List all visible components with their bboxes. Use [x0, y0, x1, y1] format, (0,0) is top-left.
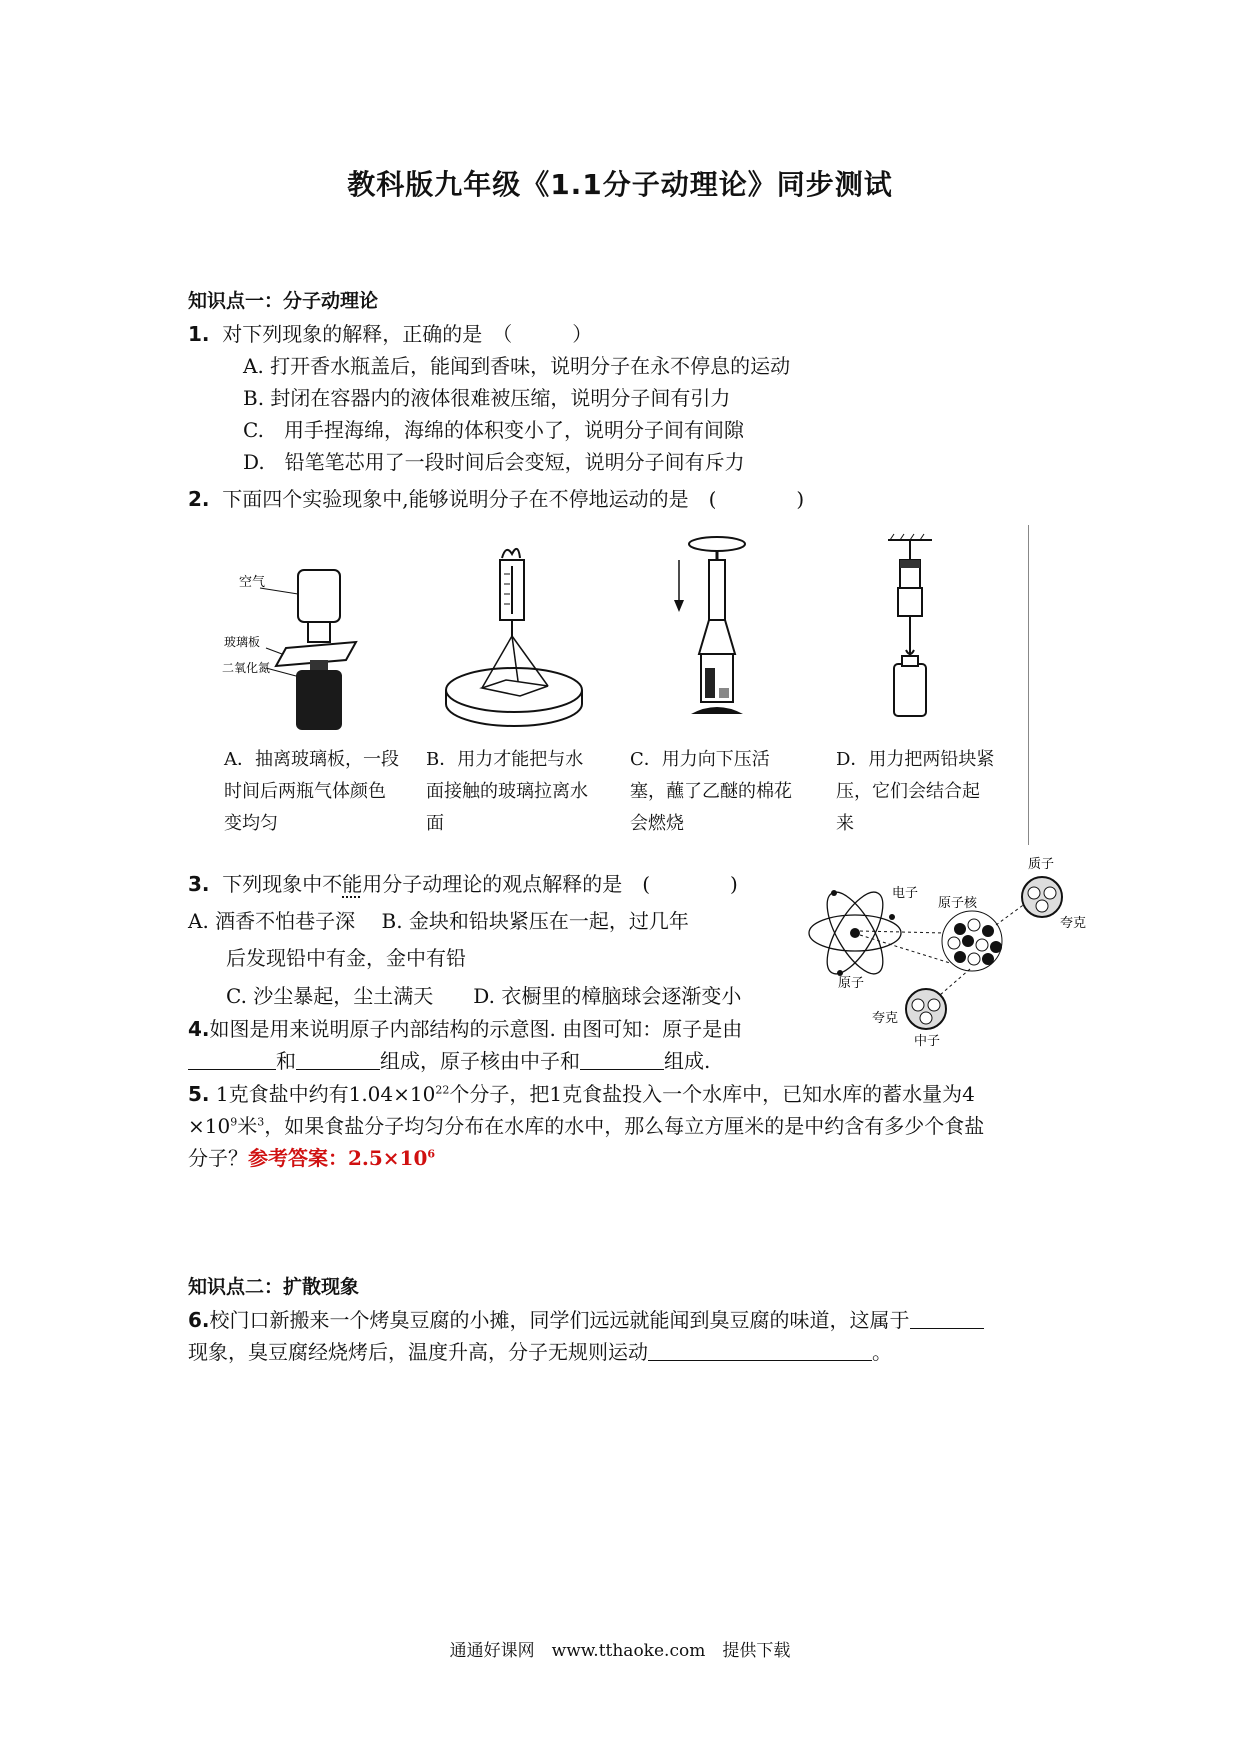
question-4 — [188, 1013, 742, 1042]
page-title: 教科版九年级《1.1分子动理论》同步测试 — [347, 168, 893, 201]
answer-blank[interactable] — [188, 1051, 276, 1070]
question-1 — [188, 318, 592, 347]
exponent: 22 — [435, 1083, 450, 1097]
figure-border — [1028, 525, 1029, 845]
q4-text-end: 组成. — [664, 1049, 711, 1073]
question-5-line-2 — [188, 1110, 984, 1139]
exponent: 9 — [230, 1115, 238, 1129]
question-number: 4. — [188, 1017, 210, 1041]
q3-options-line-3: C. 沙尘暴起，尘土满天 D. 衣橱里的樟脑球会逐渐变小 — [226, 984, 742, 1008]
question-number: 6. — [188, 1308, 210, 1332]
caption-c: C．用力向下压活塞，蘸了乙醚的棉花会燃烧 — [630, 749, 792, 834]
answer-blank[interactable] — [648, 1342, 872, 1361]
q3-options-line-2: 后发现铅中有金，金中有铅 — [226, 946, 466, 970]
question-5-line-1 — [188, 1078, 975, 1107]
q5-text: ×10 — [188, 1114, 231, 1138]
emphasis-mark: 能 — [342, 872, 363, 896]
atom-orbits — [809, 884, 901, 982]
caption-a: A．抽离玻璃板，一段时间后两瓶气体颜色变均匀 — [224, 749, 399, 834]
question-number: 3. — [188, 872, 210, 896]
question-3-stem-pre: 下列现象中不 — [222, 872, 343, 896]
question-5-line-3 — [188, 1142, 435, 1171]
q4-text-mid: 组成，原子核由中子和 — [380, 1049, 580, 1073]
question-2 — [188, 483, 804, 512]
q1-option-c: C. 用手捏海绵，海绵的体积变小了，说明分子间有间隙 — [243, 418, 744, 442]
figure-d-lead-blocks — [870, 530, 950, 730]
question-number: 1. — [188, 322, 210, 346]
nucleus — [942, 911, 1002, 971]
reference-answer — [248, 1146, 435, 1170]
section-heading-2: 知识点二：扩散现象 — [188, 1276, 360, 1298]
label-neutron: 中子 — [914, 1034, 941, 1049]
figure-a-gas-bottles — [220, 560, 370, 735]
reference-answer-text: 参考答案：2.5×10 — [248, 1146, 428, 1170]
q1-option-d: D. 铅笔笔芯用了一段时间后会变短，说明分子间有斥力 — [243, 450, 745, 474]
question-number: 2. — [188, 487, 210, 511]
q6-text: 现象，臭豆腐经烧烤后，温度升高，分子无规则运动 — [188, 1340, 648, 1364]
footer-source: 通通好课网 www.tthaoke.com 提供下载 — [449, 1641, 791, 1661]
answer-blank[interactable] — [296, 1051, 380, 1070]
label-quark-2: 夸克 — [872, 1011, 899, 1026]
answer-blank[interactable] — [910, 1310, 984, 1329]
q1-option-a: A. 打开香水瓶盖后，能闻到香味，说明分子在永不停息的运动 — [243, 354, 791, 378]
atom-structure-figure — [800, 855, 1090, 1055]
label-atom: 原子 — [838, 976, 865, 991]
question-6-line-1 — [188, 1304, 984, 1333]
figure-b-spring-scale — [440, 540, 590, 730]
answer-blank[interactable] — [580, 1051, 664, 1070]
question-3 — [188, 868, 738, 897]
q5-text: ，如果食盐分子均匀分布在水库的水中，那么每立方厘米的是中约含有多少个食盐 — [264, 1114, 985, 1138]
question-1-stem: 对下列现象的解释，正确的是 （ ） — [222, 322, 593, 346]
label-quark-1: 夸克 — [1060, 916, 1087, 931]
label-nucleus: 原子核 — [938, 896, 978, 911]
q6-text: 校门口新搬来一个烤臭豆腐的小摊，同学们远远就能闻到臭豆腐的味道，这属于 — [209, 1308, 910, 1332]
figure-c-piston — [665, 530, 765, 730]
label-electron: 电子 — [892, 886, 919, 901]
question-3-stem-post: 用分子动理论的观点解释的是 ( ) — [362, 872, 738, 896]
proton — [1022, 877, 1062, 917]
section-heading-1: 知识点一：分子动理论 — [188, 290, 379, 312]
q3-options-line-1: A. 酒香不怕巷子深 B. 金块和铅块紧压在一起，过几年 — [188, 909, 689, 933]
q5-text: 分子？ — [188, 1146, 248, 1170]
label-nitrogen-dioxide: 二氧化氮 — [221, 661, 271, 675]
question-2-stem: 下面四个实验现象中,能够说明分子在不停地运动的是 ( ) — [222, 487, 805, 511]
question-number: 5. — [188, 1082, 210, 1106]
exponent: 3 — [257, 1115, 265, 1129]
q6-text-end: 。 — [872, 1340, 892, 1364]
label-proton: 质子 — [1028, 857, 1055, 872]
question-4-line-1: 如图是用来说明原子内部结构的示意图. 由图可知：原子是由 — [209, 1017, 743, 1041]
label-air: 空气 — [238, 575, 266, 590]
caption-d: D．用力把两铅块紧压，它们会结合起来 — [836, 749, 995, 834]
neutron — [906, 989, 946, 1029]
question-6-line-2 — [188, 1336, 892, 1365]
label-glass-plate: 玻璃板 — [223, 635, 261, 649]
question-4-line-2 — [188, 1045, 710, 1074]
q5-text: 个分子，把1克食盐投入一个水库中，已知水库的蓄水量为4 — [449, 1082, 975, 1106]
q5-text: 米 — [237, 1114, 258, 1138]
exponent: 6 — [427, 1147, 436, 1161]
q1-option-b: B. 封闭在容器内的液体很难被压缩，说明分子间有引力 — [243, 386, 731, 410]
q5-text: 1克食盐中约有1.04×10 — [215, 1082, 436, 1106]
q4-text-and: 和 — [276, 1049, 296, 1073]
caption-b: B．用力才能把与水面接触的玻璃拉离水面 — [426, 749, 588, 834]
